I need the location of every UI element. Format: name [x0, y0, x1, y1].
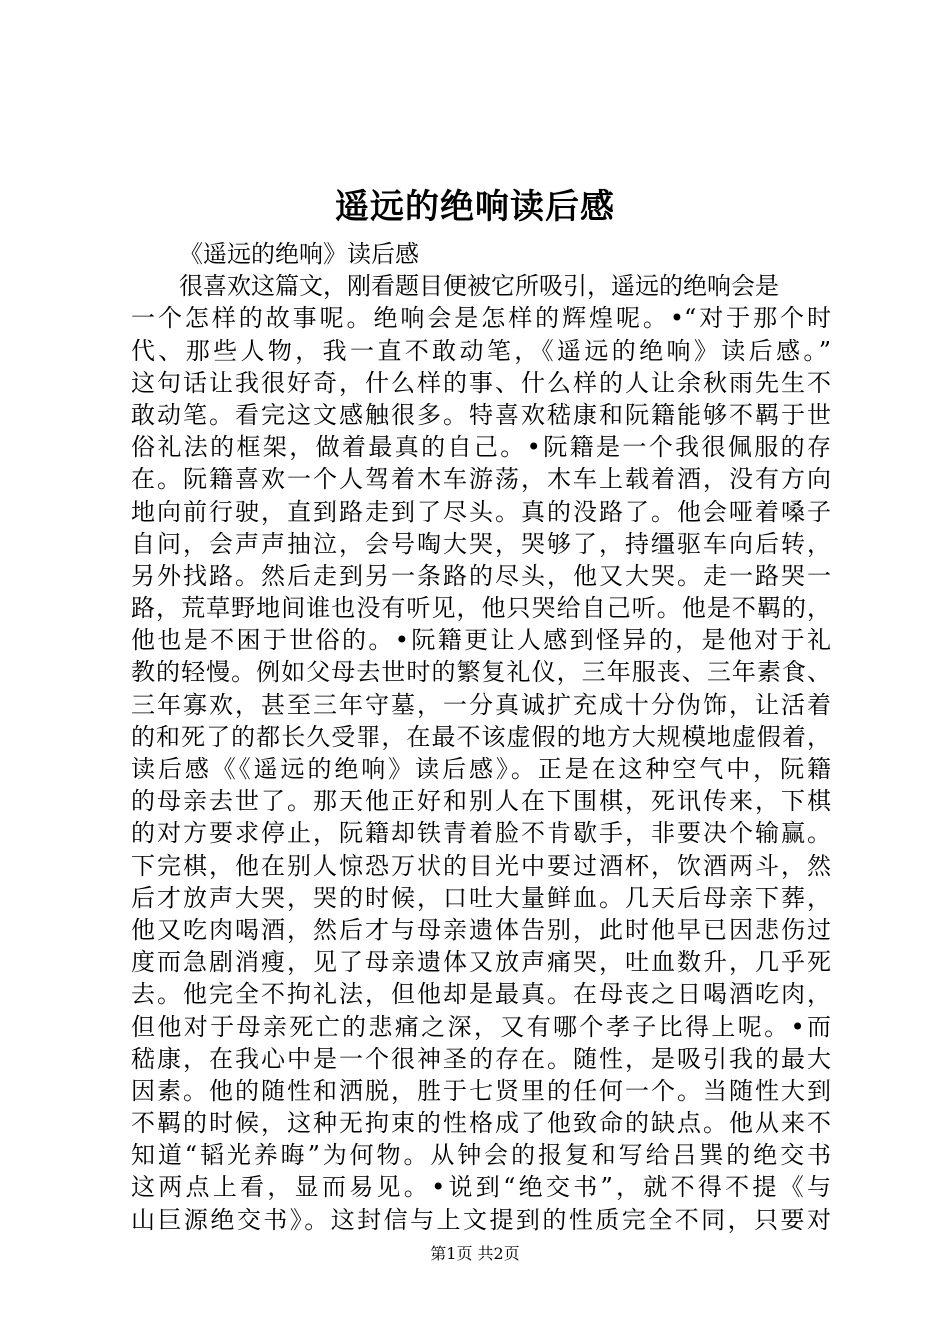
- text-line: 去。他完全不拘礼法，但他却是最真。在母丧之日喝酒吃肉，: [131, 980, 831, 1009]
- text-line: 路，荒草野地间谁也没有听见，他只哭给自己听。他是不羁的，: [131, 594, 831, 623]
- text-line: 三年寡欢，甚至三年守墓，一分真诚扩充成十分伪饰，让活着: [131, 690, 831, 719]
- text-line: 一个怎样的故事呢。绝响会是怎样的辉煌呢。•“对于那个时: [131, 304, 831, 333]
- text-line: 的和死了的都长久受罪，在最不该虚假的地方大规模地虚假着，: [131, 722, 831, 751]
- text-line: 度而急剧消瘦，见了母亲遗体又放声痛哭，吐血数升，几乎死: [131, 948, 831, 977]
- document-title: 遥远的绝响读后感: [335, 187, 615, 227]
- text-line: 他也是不困于世俗的。•阮籍更让人感到怪异的，是他对于礼: [131, 626, 831, 655]
- text-line: 敢动笔。看完这文感触很多。特喜欢嵇康和阮籍能够不羁于世: [131, 400, 831, 429]
- text-line: 的母亲去世了。那天他正好和别人在下围棋，死讯传来，下棋: [131, 787, 831, 816]
- text-line: 这句话让我很好奇，什么样的事、什么样的人让余秋雨先生不: [131, 368, 831, 397]
- text-line: 的对方要求停止，阮籍却铁青着脸不肯歇手，非要决个输赢。: [131, 819, 831, 848]
- text-line: 他又吃肉喝酒，然后才与母亲遗体告别，此时他早已因悲伤过: [131, 915, 831, 944]
- text-line: 后才放声大哭，哭的时候，口吐大量鲜血。几天后母亲下葬，: [131, 883, 831, 912]
- document-body: [131, 238, 831, 1236]
- text-line: 俗礼法的框架，做着最真的自己。•阮籍是一个我很佩服的存: [131, 433, 831, 462]
- text-line: 但他对于母亲死亡的悲痛之深，又有哪个孝子比得上呢。•而: [131, 1012, 831, 1041]
- text-line: 《遥远的绝响》读后感: [179, 240, 419, 268]
- text-line: 自问，会声声抽泣，会号啕大哭，哭够了，持缰驱车向后转，: [131, 529, 831, 558]
- text-line: 嵇康，在我心中是一个很神圣的存在。随性，是吸引我的最大: [131, 1044, 831, 1073]
- text-line: 在。阮籍喜欢一个人驾着木车游荡，木车上载着酒，没有方向: [131, 465, 831, 494]
- text-line: 这两点上看，显而易见。•说到“绝交书”，就不得不提《与: [131, 1173, 831, 1202]
- text-line: 代、那些人物，我一直不敢动笔，《遥远的绝响》读后感。”: [131, 336, 831, 365]
- text-line: 教的轻慢。例如父母去世时的繁复礼仪，三年服丧、三年素食、: [131, 658, 831, 687]
- text-line: 因素。他的随性和洒脱，胜于七贤里的任何一个。当随性大到: [131, 1076, 831, 1105]
- text-line: 下完棋，他在别人惊恐万状的目光中要过酒杯，饮酒两斗，然: [131, 851, 831, 880]
- text-line: 不羁的时候，这种无拘束的性格成了他致命的缺点。他从来不: [131, 1109, 831, 1138]
- text-line: 地向前行驶，直到路走到了尽头。真的没路了。他会哑着嗓子: [131, 497, 831, 526]
- text-line: 读后感《《遥远的绝响》读后感》。正是在这种空气中，阮籍: [131, 755, 831, 783]
- page-number-footer: 第1页 共2页: [430, 1244, 520, 1263]
- text-line: 知道“韬光养晦”为何物。从钟会的报复和写给吕巽的绝交书: [131, 1141, 831, 1170]
- text-line: 另外找路。然后走到另一条路的尽头，他又大哭。走一路哭一: [131, 561, 831, 590]
- text-line: 山巨源绝交书》。这封信与上文提到的性质完全不同，只要对: [131, 1205, 831, 1234]
- text-line: 很喜欢这篇文，刚看题目便被它所吸引，遥远的绝响会是: [179, 272, 779, 301]
